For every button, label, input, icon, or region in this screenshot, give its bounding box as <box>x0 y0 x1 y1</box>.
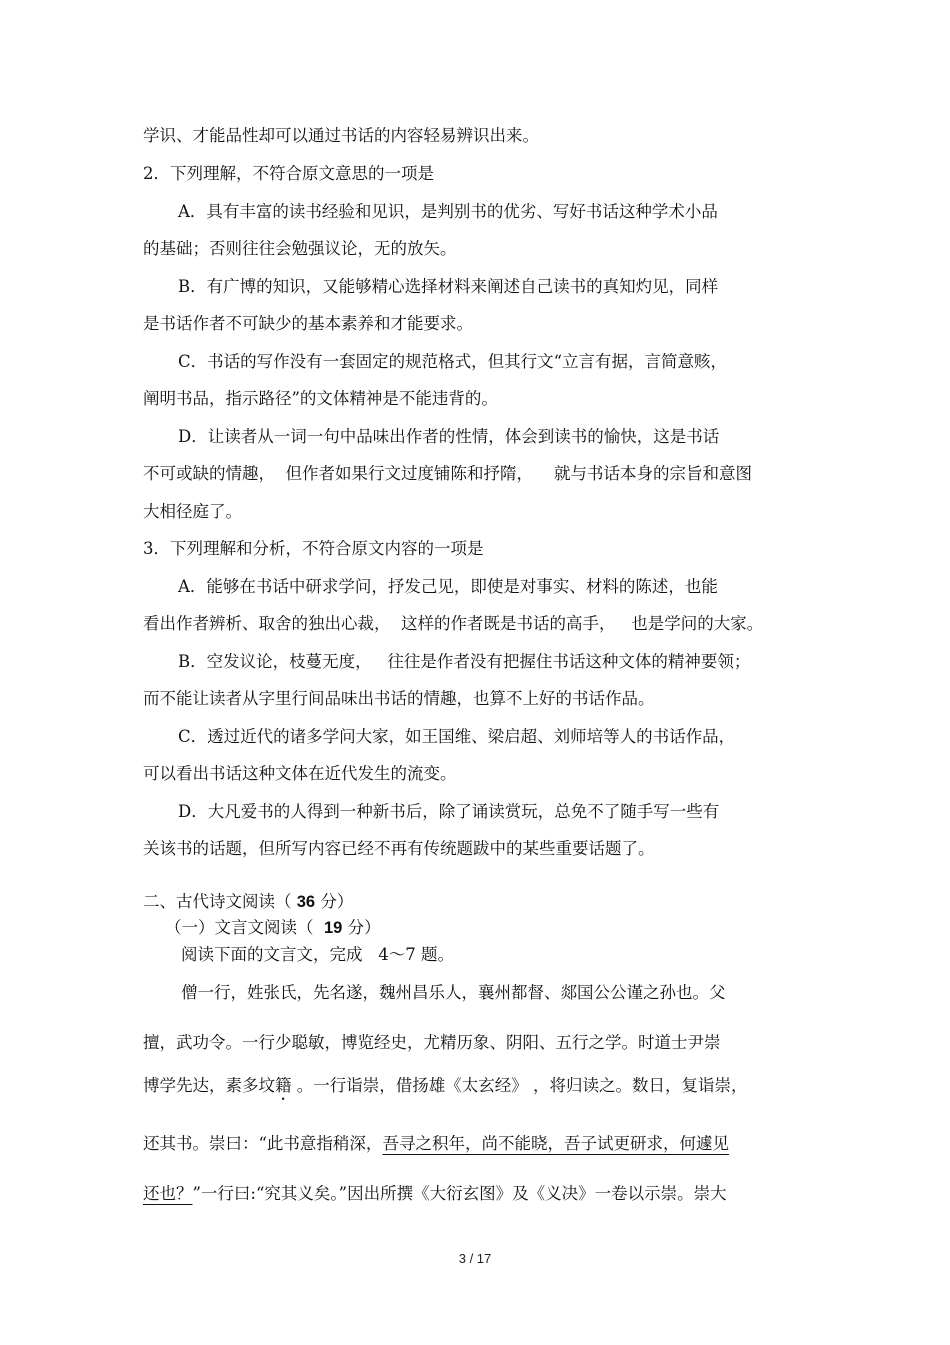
q2-option-c-cont: 阐明书品，指示路径”的文体精神是不能违背的。 <box>143 389 498 408</box>
q2-option-d: D．让读者从一词一句中品味出作者的性情，体会到读书的愉快，这是书话 <box>178 427 720 446</box>
emphasized-char: 籍 <box>275 1076 292 1095</box>
passage-line: 还也？”一行曰:“究其义矣。”因出所撰《大衍玄图》及《义决》一卷以示崇。崇大 <box>143 1184 727 1203</box>
q2-option-d-cont: 不可或缺的情趣， 但作者如果行文过度铺陈和抒隋， 就与书话本身的宗旨和意图 <box>143 464 752 483</box>
q3-option-a: A．能够在书话中研求学问，抒发己见，即使是对事实、材料的陈述，也能 <box>178 577 718 596</box>
passage-line: 还其书。崇曰：“此书意指稍深，吾寻之积年，尚不能晓，吾子试更研求，何遽见 <box>143 1134 729 1153</box>
text-line: 学识、才能品性却可以通过书话的内容轻易辨识出来。 <box>143 126 539 145</box>
q3-option-c: C．透过近代的诸多学问大家，如王国维、梁启超、刘师培等人的书话作品， <box>178 727 736 746</box>
q3-option-b-cont: 而不能让读者从字里行间品味出书话的情趣，也算不上好的书话作品。 <box>143 689 655 708</box>
question-2-stem: 2．下列理解，不符合原文意思的一项是 <box>143 164 434 183</box>
section-2-heading: 二、古代诗文阅读（ 36 分） <box>143 892 354 911</box>
page-number: 3 / 17 <box>458 1251 492 1266</box>
q2-option-b: B．有广博的知识，又能够精心选择材料来阐述自己读书的真知灼见，同样 <box>178 277 719 296</box>
q2-option-a-cont: 的基础；否则往往会勉强议论，无的放矢。 <box>143 239 457 258</box>
subsection-1-heading: （一）文言文阅读（ 19 分） <box>165 918 381 937</box>
q2-option-c: C．书话的写作没有一套固定的规范格式，但其行文“立言有据，言简意赅， <box>178 352 728 371</box>
reading-instruction: 阅读下面的文言文，完成 4～7 题。 <box>181 945 454 964</box>
underlined-sentence: 吾寻之积年，尚不能晓，吾子试更研求，何遽见 <box>382 1134 729 1153</box>
underlined-sentence-end: 还也？ <box>143 1184 193 1203</box>
q3-option-c-cont: 可以看出书话这种文体在近代发生的流变。 <box>143 764 457 783</box>
passage-line: 僧一行，姓张氏，先名遂，魏州昌乐人，襄州都督、郯国公公谨之孙也。父 <box>181 983 726 1002</box>
q3-option-d: D．大凡爱书的人得到一种新书后，除了诵读赏玩，总免不了随手写一些有 <box>178 802 720 821</box>
q2-option-b-cont: 是书话作者不可缺少的基本素养和才能要求。 <box>143 314 473 333</box>
passage-line: 博学先达，素多坟籍 。一行诣崇，借扬雄《太玄经》 ，将归读之。数日，复诣崇， <box>143 1076 748 1095</box>
q2-option-d-cont2: 大相径庭了。 <box>143 502 242 521</box>
q3-option-a-cont: 看出作者辨析、取舍的独出心裁， 这样的作者既是书话的高手， 也是学问的大家。 <box>143 614 764 633</box>
q3-option-d-cont: 关该书的话题，但所写内容已经不再有传统题跋中的某些重要话题了。 <box>143 839 655 858</box>
q3-option-b: B．空发议论，枝蔓无度， 往往是作者没有把握住书话这种文体的精神要领； <box>178 652 751 671</box>
question-3-stem: 3．下列理解和分析，不符合原文内容的一项是 <box>143 539 484 558</box>
passage-line: 擅，武功令。一行少聪敏，博览经史，尤精历象、阴阳、五行之学。时道士尹崇 <box>143 1033 721 1052</box>
q2-option-a: A．具有丰富的读书经验和见识，是判别书的优劣、写好书话这种学术小品 <box>178 202 718 221</box>
